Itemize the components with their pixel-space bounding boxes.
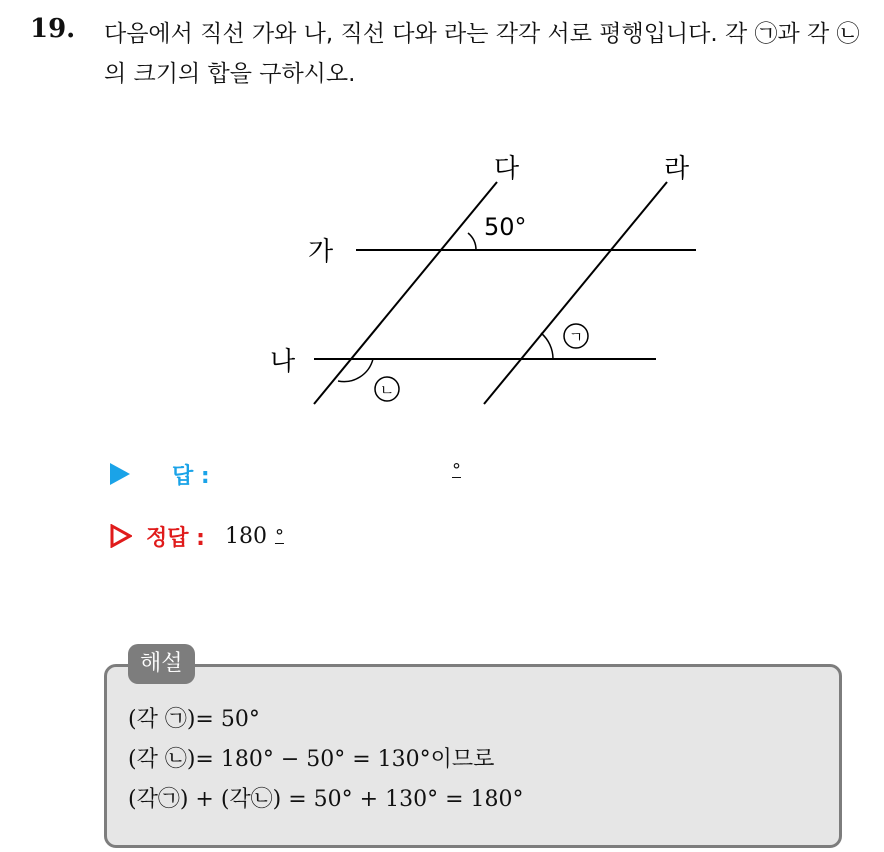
explanation-lines — [128, 700, 524, 820]
label-line-ra: 라 — [664, 154, 690, 184]
label-line-ga: 가 — [308, 237, 334, 267]
label-line-da: 다 — [494, 154, 520, 184]
explanation-title: 해설 — [128, 644, 195, 684]
correct-answer-unit: ° — [274, 525, 284, 547]
explanation-line-1: (각 ㉠)= 50° — [128, 707, 260, 732]
answer-label: 답 : — [172, 463, 210, 489]
explanation-line-2: (각 ㉡)= 180° − 50° = 130°이므로 — [128, 747, 495, 772]
correct-answer-row — [110, 518, 284, 554]
angle-arc-giyeok — [541, 333, 553, 359]
explanation-line-3: (각㉠) + (각㉡) = 50° + 130° = 180° — [128, 787, 524, 812]
play-triangle-icon — [110, 463, 130, 485]
line-da — [314, 182, 497, 404]
angle-arc-50 — [468, 233, 476, 250]
answer-unit[interactable]: ° — [452, 460, 461, 481]
question-text: 다음에서 직선 가와 나, 직선 다와 라는 각각 서로 평행입니다. 각 ㉠과 각 ㉡의 크기의 합을 구하시오. — [104, 21, 860, 87]
correct-answer-value: 180 — [224, 523, 267, 549]
label-angle-giyeok: ㄱ — [568, 328, 584, 346]
label-line-na: 나 — [270, 347, 296, 377]
correct-answer-label: 정답 : — [146, 525, 205, 551]
angle-arc-nieun — [338, 359, 373, 382]
answer-row — [110, 456, 461, 492]
question-number: 19. — [30, 14, 76, 44]
outline-triangle-icon — [110, 524, 132, 548]
label-angle-nieun: ㄴ — [379, 381, 395, 399]
label-given-angle: 50° — [484, 213, 527, 241]
